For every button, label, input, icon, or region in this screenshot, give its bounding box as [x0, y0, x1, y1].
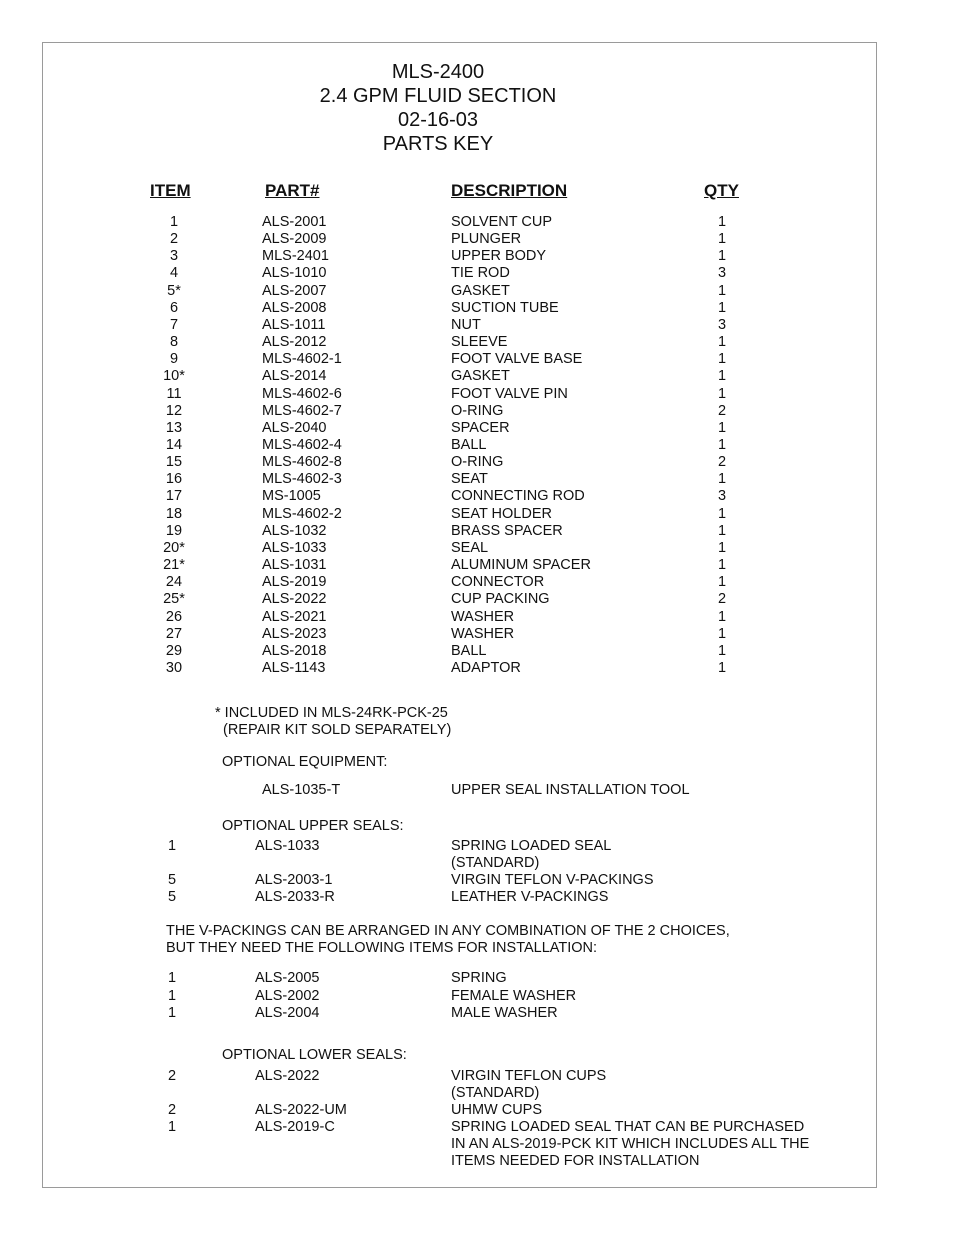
v-packing-note: THE V-PACKINGS CAN BE ARRANGED IN ANY COMBINATION OF THE 2 CHOICES, — [166, 923, 730, 939]
part-quantity: 3 — [717, 488, 727, 505]
installation-item-description: SPRING — [451, 970, 507, 986]
part-description: SPACER — [451, 419, 510, 436]
part-quantity: 1 — [717, 642, 727, 659]
part-number: MLS-4602-3 — [262, 471, 342, 488]
lower-seal-qty: 2 — [168, 1102, 177, 1118]
optional-equipment-heading: OPTIONAL EQUIPMENT: — [222, 754, 388, 770]
part-description: GASKET — [451, 368, 510, 385]
part-number: ALS-2018 — [262, 642, 327, 659]
item-number: 30 — [165, 659, 183, 676]
item-number: 12 — [165, 402, 183, 419]
item-number: 16 — [165, 471, 183, 488]
part-description: GASKET — [451, 282, 510, 299]
part-number: MLS-2401 — [262, 248, 329, 265]
upper-seal-qty: 5 — [168, 872, 177, 888]
part-number: ALS-2040 — [262, 419, 327, 436]
item-number: 10* — [163, 368, 185, 385]
item-number: 4 — [169, 265, 179, 282]
upper-seal-part: ALS-2033-R — [255, 889, 335, 905]
lower-seal-part: ALS-2022-UM — [255, 1102, 347, 1118]
item-number: 5* — [167, 282, 181, 299]
part-description: O-RING — [451, 454, 504, 471]
item-number: 3 — [169, 248, 179, 265]
item-number: 25* — [163, 591, 185, 608]
part-number: MLS-4602-2 — [262, 505, 342, 522]
document-title: PARTS KEY — [382, 133, 494, 155]
part-number: ALS-2007 — [262, 282, 327, 299]
part-description: SUCTION TUBE — [451, 299, 559, 316]
part-description: CONNECTOR — [451, 574, 545, 591]
item-number: 2 — [169, 231, 179, 248]
optional-upper-seals-heading: OPTIONAL UPPER SEALS: — [222, 818, 404, 834]
section-subtitle: 2.4 GPM FLUID SECTION — [319, 85, 557, 107]
part-quantity: 3 — [717, 316, 727, 333]
item-number: 17 — [165, 488, 183, 505]
part-description: PLUNGER — [451, 231, 522, 248]
upper-seal-part: ALS-1033 — [255, 838, 320, 854]
part-quantity: 1 — [717, 539, 727, 556]
part-quantity: 1 — [717, 436, 727, 453]
item-number: 14 — [165, 436, 183, 453]
installation-item-qty: 1 — [168, 988, 177, 1004]
part-quantity: 1 — [717, 557, 727, 573]
part-quantity: 1 — [717, 505, 727, 522]
lower-seal-part: ALS-2019-C — [255, 1119, 335, 1135]
part-number: ALS-2023 — [262, 625, 327, 642]
v-packing-note-continued: BUT THEY NEED THE FOLLOWING ITEMS FOR INSTALLATION: — [166, 940, 598, 956]
lower-seal-qty: 2 — [168, 1068, 177, 1084]
lower-seal-description: VIRGIN TEFLON CUPS — [451, 1068, 607, 1084]
document-date: 02-16-03 — [397, 109, 479, 131]
item-number: 6 — [169, 299, 179, 316]
optional-equipment-part: ALS-1035-T — [262, 782, 341, 798]
part-number: ALS-2001 — [262, 214, 327, 230]
item-number: 11 — [166, 385, 182, 402]
part-number: ALS-1010 — [262, 265, 327, 282]
part-description: SLEEVE — [451, 334, 508, 350]
part-description: CUP PACKING — [451, 591, 550, 608]
part-quantity: 1 — [717, 368, 727, 385]
part-quantity: 1 — [717, 214, 727, 230]
lower-seal-qty: 1 — [168, 1119, 177, 1135]
part-quantity: 1 — [717, 608, 727, 625]
model-number: MLS-2400 — [391, 61, 485, 83]
lower-seal-description-continued: ITEMS NEEDED FOR INSTALLATION — [451, 1153, 700, 1169]
part-number: ALS-2019 — [262, 574, 327, 591]
lower-seal-description: SPRING LOADED SEAL THAT CAN BE PURCHASED — [451, 1119, 805, 1135]
upper-seal-note: (STANDARD) — [451, 855, 540, 871]
part-description: ALUMINUM SPACER — [451, 557, 591, 573]
part-description: WASHER — [451, 608, 515, 625]
lower-seal-description-continued: IN AN ALS-2019-PCK KIT WHICH INCLUDES ALL THE — [451, 1136, 810, 1152]
item-number: 29 — [165, 642, 183, 659]
item-number: 18 — [165, 505, 183, 522]
part-quantity: 1 — [717, 248, 727, 265]
part-quantity: 2 — [717, 591, 727, 608]
item-number: 19 — [165, 522, 183, 539]
part-description: CONNECTING ROD — [451, 488, 585, 505]
part-description: ADAPTOR — [451, 659, 521, 676]
part-number: ALS-2008 — [262, 299, 327, 316]
item-number: 1 — [169, 214, 179, 230]
upper-seal-part: ALS-2003-1 — [255, 872, 333, 888]
installation-item-description: MALE WASHER — [451, 1005, 558, 1021]
part-number: MLS-4602-1 — [262, 351, 342, 368]
part-quantity: 1 — [717, 299, 727, 316]
part-description: SEAL — [451, 539, 489, 556]
part-description: WASHER — [451, 625, 515, 642]
part-number: ALS-1031 — [262, 557, 327, 573]
part-quantity: 2 — [717, 454, 727, 471]
upper-seal-qty: 1 — [168, 838, 177, 854]
part-number: MLS-4602-8 — [262, 454, 342, 471]
item-number: 9 — [169, 351, 179, 368]
optional-equipment-description: UPPER SEAL INSTALLATION TOOL — [451, 782, 690, 798]
item-number: 26 — [165, 608, 183, 625]
item-number: 15 — [165, 454, 183, 471]
upper-seal-qty: 5 — [168, 889, 177, 905]
installation-item-description: FEMALE WASHER — [451, 988, 577, 1004]
installation-item-part: ALS-2002 — [255, 988, 320, 1004]
column-header-qty: QTY — [704, 181, 739, 200]
part-description: BALL — [451, 642, 487, 659]
part-description: SOLVENT CUP — [451, 214, 552, 230]
installation-item-part: ALS-2004 — [255, 1005, 320, 1021]
item-number: 27 — [165, 625, 183, 642]
upper-seal-description: LEATHER V-PACKINGS — [451, 889, 609, 905]
part-description: SEAT HOLDER — [451, 505, 552, 522]
column-header-part: PART# — [265, 181, 320, 200]
part-description: UPPER BODY — [451, 248, 547, 265]
part-number: MS-1005 — [262, 488, 321, 505]
upper-seal-description: SPRING LOADED SEAL — [451, 838, 612, 854]
part-quantity: 1 — [717, 334, 727, 350]
part-number: ALS-2012 — [262, 334, 327, 350]
column-header-item: ITEM — [150, 181, 191, 200]
part-description: BALL — [451, 436, 487, 453]
part-number: MLS-4602-6 — [262, 385, 342, 402]
part-number: ALS-1143 — [262, 659, 326, 676]
part-quantity: 1 — [717, 522, 727, 539]
repair-kit-note-detail: (REPAIR KIT SOLD SEPARATELY) — [223, 722, 452, 738]
lower-seal-description: UHMW CUPS — [451, 1102, 543, 1118]
part-number: MLS-4602-4 — [262, 436, 342, 453]
part-number: ALS-2014 — [262, 368, 327, 385]
part-quantity: 1 — [717, 659, 727, 676]
optional-lower-seals-heading: OPTIONAL LOWER SEALS: — [222, 1047, 407, 1063]
part-description: NUT — [451, 316, 481, 333]
part-description: O-RING — [451, 402, 504, 419]
installation-item-part: ALS-2005 — [255, 970, 320, 986]
item-number: 8 — [169, 334, 179, 350]
part-number: ALS-2022 — [262, 591, 327, 608]
part-quantity: 1 — [717, 231, 727, 248]
part-description: BRASS SPACER — [451, 522, 563, 539]
part-number: ALS-2021 — [262, 608, 327, 625]
upper-seal-description: VIRGIN TEFLON V-PACKINGS — [451, 872, 654, 888]
part-number: ALS-1011 — [262, 316, 326, 333]
part-number: ALS-2009 — [262, 231, 327, 248]
item-number: 21* — [163, 557, 185, 573]
parts-key-page — [42, 42, 877, 1188]
part-description: FOOT VALVE PIN — [451, 385, 568, 402]
part-quantity: 1 — [717, 574, 727, 591]
installation-item-qty: 1 — [168, 1005, 177, 1021]
part-quantity: 1 — [717, 625, 727, 642]
part-description: SEAT — [451, 471, 488, 488]
part-quantity: 1 — [717, 351, 727, 368]
part-number: ALS-1032 — [262, 522, 327, 539]
item-number: 24 — [165, 574, 183, 591]
item-number: 20* — [163, 539, 185, 556]
part-number: MLS-4602-7 — [262, 402, 342, 419]
part-quantity: 3 — [717, 265, 727, 282]
lower-seal-note: (STANDARD) — [451, 1085, 540, 1101]
part-description: FOOT VALVE BASE — [451, 351, 583, 368]
column-header-description: DESCRIPTION — [451, 181, 568, 200]
part-description: TIE ROD — [451, 265, 510, 282]
repair-kit-note: * INCLUDED IN MLS-24RK-PCK-25 — [215, 705, 448, 721]
item-number: 7 — [169, 316, 179, 333]
part-number: ALS-1033 — [262, 539, 327, 556]
part-quantity: 1 — [717, 419, 727, 436]
part-quantity: 1 — [717, 385, 727, 402]
part-quantity: 2 — [717, 402, 727, 419]
item-number: 13 — [165, 419, 183, 436]
part-quantity: 1 — [717, 282, 727, 299]
part-quantity: 1 — [717, 471, 727, 488]
installation-item-qty: 1 — [168, 970, 177, 986]
lower-seal-part: ALS-2022 — [255, 1068, 320, 1084]
